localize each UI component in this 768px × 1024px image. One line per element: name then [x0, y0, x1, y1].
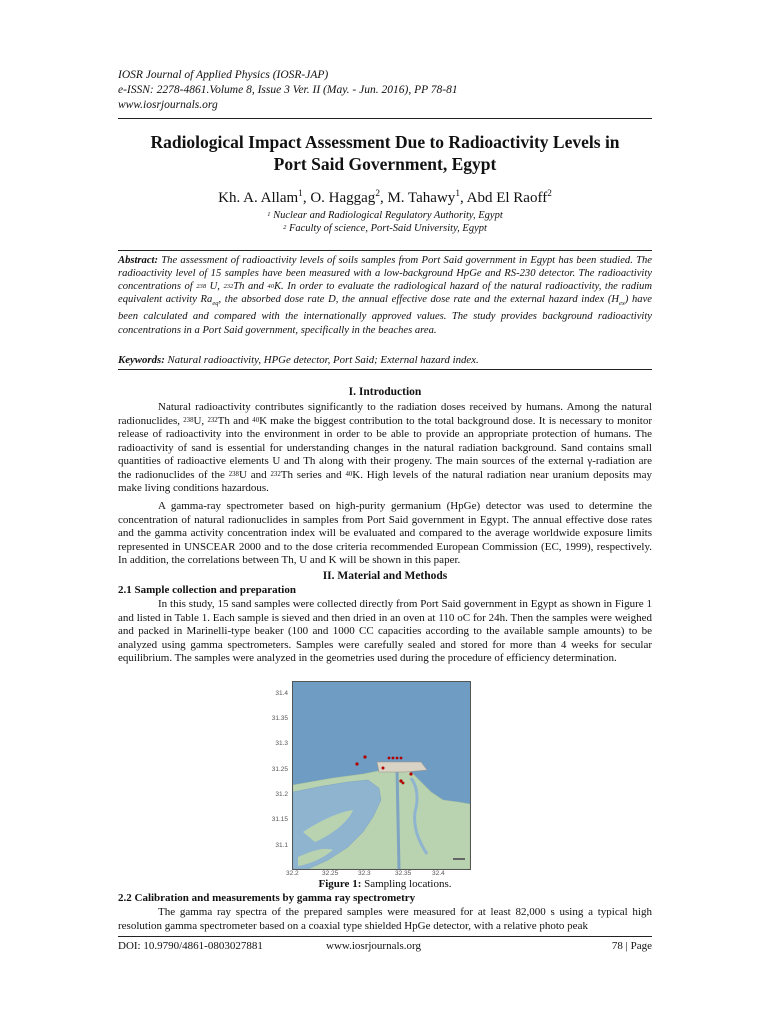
author: , Abd El Raoff: [459, 190, 548, 206]
scale-bar: [453, 858, 465, 860]
footer-rule: [118, 936, 652, 937]
y-tick-label: 31.35: [271, 715, 288, 722]
map-graphic: [293, 682, 470, 869]
affiliation-1: [118, 209, 652, 222]
sampling-map: [292, 681, 471, 870]
abstract-text: , the absorbed dose rate D, the annual effective dose rate and the external hazard index (H: [218, 294, 620, 306]
figure-label: Figure 1:: [318, 878, 362, 890]
y-tick-label: 31.3: [275, 740, 288, 747]
isotope-mark: 40: [252, 416, 260, 424]
sample-point: [363, 755, 366, 758]
body-text: Th series and: [280, 468, 346, 481]
isotope-mark: 238: [183, 416, 194, 424]
abstract: [118, 254, 652, 337]
methods-paragraph-2: The gamma ray spectra of the prepared samples were measured for at least 82,000 s using a typical high resolution gamma spectrometer based on a coaxial type shielded HpGe detector, with a relative photo peak: [118, 906, 652, 932]
journal-header: [118, 68, 458, 113]
journal-site: www.iosrjournals.org: [118, 99, 218, 111]
author: , O. Haggag: [302, 190, 376, 206]
isotope-mark: 238: [228, 470, 239, 478]
abstract-text: Th and: [233, 281, 268, 293]
abstract-text: K. In order to evaluate the radiological hazard of the natural radioactivity, the radium equivalent activity Ra: [118, 281, 652, 306]
author-affil-mark: 1: [455, 189, 460, 200]
port-area: [377, 762, 427, 772]
subscript: eq: [212, 300, 219, 308]
sample-point: [409, 772, 412, 775]
isotope-mark: 238: [196, 282, 207, 290]
author-affil-mark: 2: [375, 189, 380, 200]
title-line-1: Radiological Impact Assessment Due to Radioactivity Levels in: [150, 132, 620, 152]
sample-point: [388, 757, 391, 760]
x-tick-label: 32.4: [432, 870, 445, 877]
intro-paragraph-1: [118, 401, 652, 496]
subsection-heading-2-2: 2.2 Calibration and measurements by gamma ray spectrometry: [118, 892, 416, 904]
author-affil-mark: 2: [547, 189, 552, 200]
x-tick-label: 32.25: [322, 870, 339, 877]
isotope-mark: 40: [345, 470, 353, 478]
sample-point: [392, 757, 395, 760]
author-affil-mark: 1: [298, 189, 303, 200]
sample-point: [402, 782, 405, 785]
section-heading-methods: II. Material and Methods: [322, 570, 448, 582]
abstract-text: ) have been calculated and compared with the internationally approved values. The study provides background radioactivity concentrations in a Port Said government, specifically in the beaches area.: [118, 294, 652, 336]
keywords-label: Keywords:: [118, 354, 165, 366]
author-list: [118, 190, 652, 207]
y-tick-label: 31.2: [275, 791, 288, 798]
isotope-mark: 232: [223, 282, 234, 290]
abstract-bottom-rule: [118, 369, 652, 370]
isotope-mark: 40: [267, 282, 274, 290]
footer-doi: DOI: 10.9790/4861-0803027881: [118, 940, 263, 952]
body-text: K. High levels of the natural radiation near uranium deposits may make living conditions hazardous.: [118, 468, 652, 494]
abstract-text: U,: [206, 281, 224, 293]
sample-point: [400, 757, 403, 760]
isotope-mark: 232: [270, 470, 281, 478]
subscript: ex: [619, 300, 625, 308]
affil-mark: 2: [283, 224, 287, 232]
author: Kh. A. Allam: [218, 190, 299, 206]
author: , M. Tahawy: [379, 190, 456, 206]
title-line-2: Port Said Government, Egypt: [273, 154, 497, 174]
abstract-top-rule: [118, 250, 652, 251]
affiliations: [118, 209, 652, 235]
section-heading-introduction: I. Introduction: [348, 386, 422, 398]
body-text: K make the biggest contribution to the total background dose. It is necessary to monitor release of radioactivity into the environment in order to be able to provide an appropriate protection of humans. The radioactivity of sand is essential for understanding changes in the natural radiation background. Sand contains small quantities of radioactive elements U and Th along with their progeny. The main sources of the external γ-radiation are the radionuclides of the: [118, 414, 652, 481]
journal-issn: e-ISSN: 2278-4861.Volume 8, Issue 3 Ver. II (May. - Jun. 2016), PP 78-81: [118, 84, 458, 96]
abstract-label: Abstract:: [118, 255, 159, 266]
body-text: U and: [238, 468, 271, 481]
journal-name: IOSR Journal of Applied Physics (IOSR-JAP): [118, 69, 329, 81]
x-tick-label: 32.2: [286, 870, 299, 877]
body-text: Natural radioactivity contributes significantly to the radiation doses received by humans. Among the natural radionuclides,: [118, 401, 652, 427]
affil-text: Nuclear and Radiological Regulatory Authority, Egypt: [270, 210, 503, 221]
paper-title: [118, 131, 652, 175]
body-text: Th and: [217, 414, 253, 427]
intro-paragraph-2: A gamma-ray spectrometer based on high-purity germanium (HpGe) detector was used to determine the concentration of natural radionuclides in samples from Port Said government in Egypt. The annual effective dose rates and the gamma activity concentration index will be evaluated and compared to the average worldwide exposure limits represented in UNSCEAR 2000 and to the dose criteria recommended European Commission (EC, 1999), respectively. In addition, the correlations between Th, U and K will be shown in this paper.: [118, 500, 652, 566]
abstract-text: The assessment of radioactivity levels of soils samples from Port Said government in Egypt has been studied. The radioactivity level of 15 samples have been measured with a low-background HpGe and RS-230 detector. The radioactivity concentrations of: [118, 255, 652, 293]
x-tick-label: 32.35: [395, 870, 412, 877]
x-tick-label: 32.3: [358, 870, 371, 877]
footer-page: 78 | Page: [611, 940, 652, 952]
sample-point: [382, 767, 385, 770]
header-rule: [118, 118, 652, 119]
affil-text: Faculty of science, Port-Said University, Egypt: [286, 223, 487, 234]
suez-canal: [397, 768, 399, 869]
methods-paragraph-1: In this study, 15 sand samples were collected directly from Port Said government in Egypt as shown in Figure 1 and listed in Table 1. Each sample is sieved and then dried in an oven at 110 oC for 24h. Then the samples were weighed and packed in Marinelli-type beaker (100 and 1000 CC capacities according to the available sample amounts) to be analyzed using gamma spectrometers. Samples were carefully sealed and stored for more than 4 weeks for secular equilibrium. The samples were analyzed in the geometries used during the procedure of efficiency determination.: [118, 598, 652, 664]
y-tick-label: 31.15: [271, 816, 288, 823]
subsection-heading-2-1: 2.1 Sample collection and preparation: [118, 584, 296, 596]
affiliation-2: [118, 222, 652, 235]
body-text: U,: [193, 414, 208, 427]
figure-caption-text: Sampling locations.: [361, 878, 452, 890]
y-tick-label: 31.25: [271, 766, 288, 773]
sample-point: [355, 762, 358, 765]
affil-mark: 1: [267, 211, 271, 219]
keywords: [118, 354, 652, 366]
sample-point: [396, 757, 399, 760]
y-tick-label: 31.1: [275, 842, 288, 849]
figure-caption: [118, 878, 652, 890]
footer-site: www.iosrjournals.org: [326, 940, 422, 952]
isotope-mark: 232: [207, 416, 218, 424]
y-tick-label: 31.4: [275, 690, 288, 697]
keywords-text: Natural radioactivity, HPGe detector, Port Said; External hazard index.: [164, 354, 479, 366]
